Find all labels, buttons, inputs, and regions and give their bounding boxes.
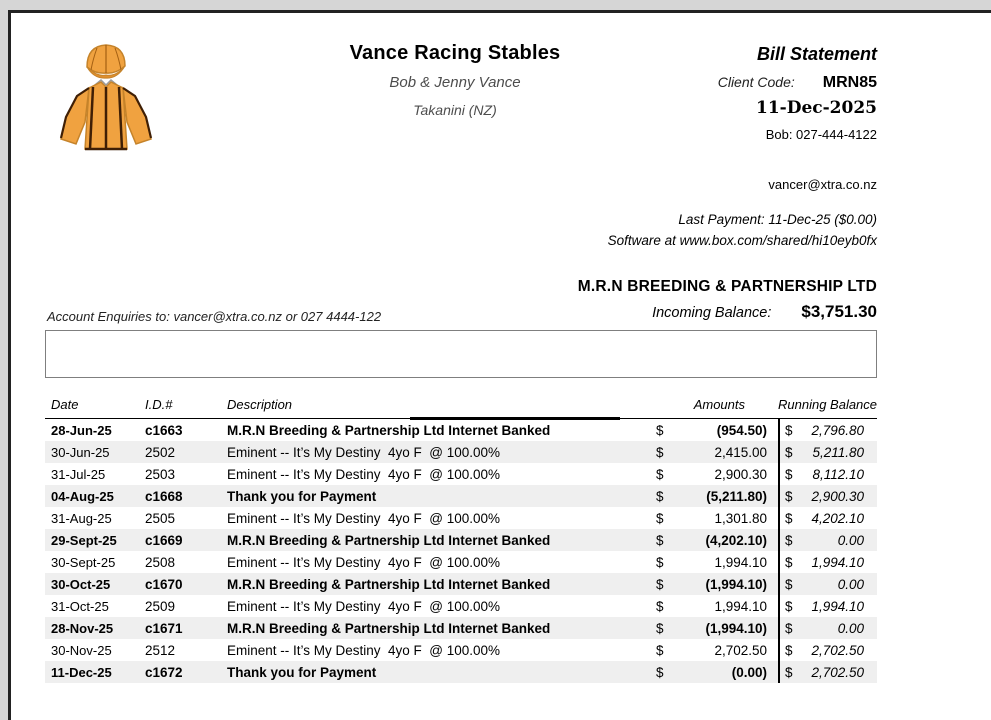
- row-id: 2505: [145, 510, 176, 526]
- currency-symbol: $: [785, 466, 793, 482]
- row-description: Thank you for Payment: [227, 488, 377, 504]
- client-code-label: Client Code:: [717, 74, 795, 90]
- currency-symbol: $: [785, 620, 793, 636]
- currency-symbol: $: [656, 466, 664, 482]
- owner-names: Bob & Jenny Vance: [389, 74, 521, 91]
- row-description: Eminent -- It’s My Destiny 4yo F @ 100.00%: [227, 444, 501, 460]
- last-payment: Last Payment: 11-Dec-25 ($0.00): [678, 212, 877, 227]
- row-amount-cell: [650, 665, 767, 680]
- row-amount-cell: [650, 599, 767, 614]
- table-row: [45, 661, 877, 683]
- client-code-value: MRN85: [822, 74, 877, 91]
- row-balance-cell: [778, 551, 877, 573]
- row-description: Eminent -- It’s My Destiny 4yo F @ 100.00%: [227, 466, 501, 482]
- row-amount-cell: [650, 533, 767, 548]
- row-id: c1663: [145, 422, 183, 438]
- row-id: c1672: [145, 664, 183, 680]
- statement-date: 11-Dec-2025: [756, 98, 877, 118]
- row-balance: 2,796.80: [811, 422, 864, 438]
- currency-symbol: $: [785, 532, 793, 548]
- table-row: [45, 573, 877, 595]
- currency-symbol: $: [656, 422, 664, 438]
- incoming-balance-value: $3,751.30: [801, 302, 877, 321]
- row-balance-cell: [778, 529, 877, 551]
- table-row: [45, 639, 877, 661]
- table-row: [45, 507, 877, 529]
- currency-symbol: $: [785, 576, 793, 592]
- row-id: 2509: [145, 598, 176, 614]
- currency-symbol: $: [785, 664, 793, 680]
- row-balance-cell: [778, 507, 877, 529]
- row-date: 30-Sept-25: [51, 554, 116, 570]
- currency-symbol: $: [785, 510, 793, 526]
- currency-symbol: $: [656, 488, 664, 504]
- table-row: [45, 463, 877, 485]
- row-balance: 1,994.10: [811, 598, 864, 614]
- row-date: 28-Nov-25: [51, 620, 114, 636]
- row-amount: (4,202.10): [705, 532, 767, 548]
- row-amount: 2,415.00: [714, 444, 767, 460]
- row-id: c1668: [145, 488, 183, 504]
- row-balance-cell: [778, 617, 877, 639]
- currency-symbol: $: [785, 642, 793, 658]
- table-row: [45, 595, 877, 617]
- row-balance: 5,211.80: [812, 444, 864, 460]
- row-id: 2508: [145, 554, 176, 570]
- currency-symbol: $: [656, 444, 664, 460]
- currency-symbol: $: [785, 488, 793, 504]
- row-balance: 2,900.30: [811, 488, 864, 504]
- software-note: Software at www.box.com/shared/hi10eyb0fx: [607, 233, 877, 248]
- row-description: M.R.N Breeding & Partnership Ltd Internet Banked: [227, 422, 551, 438]
- header-amounts: Amounts: [693, 397, 745, 412]
- header-description: Description: [227, 397, 293, 412]
- statement-title: Bill Statement: [756, 44, 877, 64]
- notes-box: [45, 330, 877, 378]
- currency-symbol: $: [656, 664, 664, 680]
- incoming-balance-line: [652, 302, 877, 322]
- stable-header: [255, 42, 655, 118]
- row-amount-cell: [650, 555, 767, 570]
- row-date: 04-Aug-25: [51, 488, 114, 504]
- row-id: c1669: [145, 532, 183, 548]
- row-balance-cell: [778, 485, 877, 507]
- jockey-silks-logo: [55, 37, 155, 155]
- currency-symbol: $: [656, 510, 664, 526]
- currency-symbol: $: [656, 532, 664, 548]
- row-date: 31-Jul-25: [51, 466, 106, 482]
- row-amount-cell: [650, 489, 767, 504]
- currency-symbol: $: [656, 642, 664, 658]
- row-balance: 0.00: [837, 576, 864, 592]
- row-balance-cell: [778, 441, 877, 463]
- incoming-balance-label: Incoming Balance:: [652, 305, 772, 321]
- currency-symbol: $: [656, 576, 664, 592]
- row-description: M.R.N Breeding & Partnership Ltd Internet Banked: [227, 620, 551, 636]
- row-amount: 2,702.50: [714, 642, 767, 658]
- contact-phone: Bob: 027-444-4122: [765, 127, 877, 142]
- row-balance: 8,112.10: [812, 466, 864, 482]
- row-date: 31-Oct-25: [51, 598, 109, 614]
- jockey-silks-icon: [55, 37, 155, 155]
- client-name: M.R.N BREEDING & PARTNERSHIP LTD: [577, 278, 877, 295]
- header-id: I.D.#: [145, 397, 173, 412]
- header-running-balance: Running Balance: [778, 397, 878, 412]
- row-balance-cell: [778, 661, 877, 683]
- row-description: Eminent -- It’s My Destiny 4yo F @ 100.00%: [227, 598, 501, 614]
- bill-statement-page: [8, 10, 991, 720]
- row-amount: 2,900.30: [714, 466, 767, 482]
- row-balance: 1,994.10: [811, 554, 864, 570]
- row-description: M.R.N Breeding & Partnership Ltd Internet Banked: [227, 532, 551, 548]
- row-date: 11-Dec-25: [51, 664, 112, 680]
- row-date: 31-Aug-25: [51, 510, 112, 526]
- row-id: 2512: [145, 642, 176, 658]
- row-balance: 2,702.50: [811, 642, 864, 658]
- row-balance: 0.00: [837, 620, 864, 636]
- statement-table: [45, 391, 877, 683]
- row-amount: (954.50): [716, 422, 767, 438]
- row-date: 30-Jun-25: [51, 444, 110, 460]
- table-row: [45, 485, 877, 507]
- row-amount-cell: [650, 643, 767, 658]
- row-amount-cell: [650, 423, 767, 438]
- currency-symbol: $: [785, 444, 793, 460]
- row-date: 30-Oct-25: [51, 576, 111, 592]
- row-amount-cell: [650, 621, 767, 636]
- row-amount: 1,994.10: [714, 598, 767, 614]
- row-balance-cell: [778, 419, 877, 441]
- row-amount: (1,994.10): [705, 620, 767, 636]
- row-date: 29-Sept-25: [51, 532, 117, 548]
- table-header: [45, 391, 877, 419]
- row-description: Eminent -- It’s My Destiny 4yo F @ 100.00%: [227, 554, 501, 570]
- currency-symbol: $: [785, 598, 793, 614]
- row-amount-cell: [650, 467, 767, 482]
- row-amount-cell: [650, 445, 767, 460]
- row-amount: 1,994.10: [714, 554, 767, 570]
- row-balance-cell: [778, 573, 877, 595]
- stable-location: Takanini (NZ): [413, 102, 497, 118]
- table-row: [45, 617, 877, 639]
- row-id: c1670: [145, 576, 183, 592]
- header-date: Date: [51, 397, 79, 412]
- row-id: 2502: [145, 444, 176, 460]
- row-amount: 1,301.80: [714, 510, 767, 526]
- row-description: M.R.N Breeding & Partnership Ltd Internet Banked: [227, 576, 551, 592]
- row-balance-cell: [778, 595, 877, 617]
- currency-symbol: $: [656, 620, 664, 636]
- currency-symbol: $: [785, 422, 793, 438]
- table-row: [45, 529, 877, 551]
- table-row: [45, 419, 877, 441]
- table-row: [45, 441, 877, 463]
- row-balance: 0.00: [837, 532, 864, 548]
- row-id: c1671: [145, 620, 183, 636]
- account-enquiries: Account Enquiries to: vancer@xtra.co.nz or 027 4444-122: [47, 309, 382, 324]
- row-balance-cell: [778, 463, 877, 485]
- row-amount-cell: [650, 577, 767, 592]
- row-amount-cell: [650, 511, 767, 526]
- row-amount: (0.00): [731, 664, 767, 680]
- contact-email: vancer@xtra.co.nz: [768, 177, 877, 192]
- row-balance-cell: [778, 639, 877, 661]
- table-row: [45, 551, 877, 573]
- row-amount: (5,211.80): [706, 488, 767, 504]
- currency-symbol: $: [785, 554, 793, 570]
- row-balance: 2,702.50: [811, 664, 864, 680]
- payment-info: [608, 209, 877, 251]
- row-description: Eminent -- It’s My Destiny 4yo F @ 100.00%: [227, 642, 501, 658]
- row-balance: 4,202.10: [811, 510, 864, 526]
- row-date: 30-Nov-25: [51, 642, 112, 658]
- currency-symbol: $: [656, 598, 664, 614]
- row-date: 28-Jun-25: [51, 422, 112, 438]
- row-description: Thank you for Payment: [227, 664, 377, 680]
- row-amount: (1,994.10): [705, 576, 767, 592]
- row-id: 2503: [145, 466, 176, 482]
- header-thick-rule: [410, 417, 620, 420]
- currency-symbol: $: [656, 554, 664, 570]
- statement-rows: [45, 419, 877, 683]
- row-description: Eminent -- It’s My Destiny 4yo F @ 100.00%: [227, 510, 501, 526]
- client-code-line: [718, 74, 877, 92]
- statement-header: [718, 44, 877, 142]
- page-title: Vance Racing Stables: [349, 42, 561, 64]
